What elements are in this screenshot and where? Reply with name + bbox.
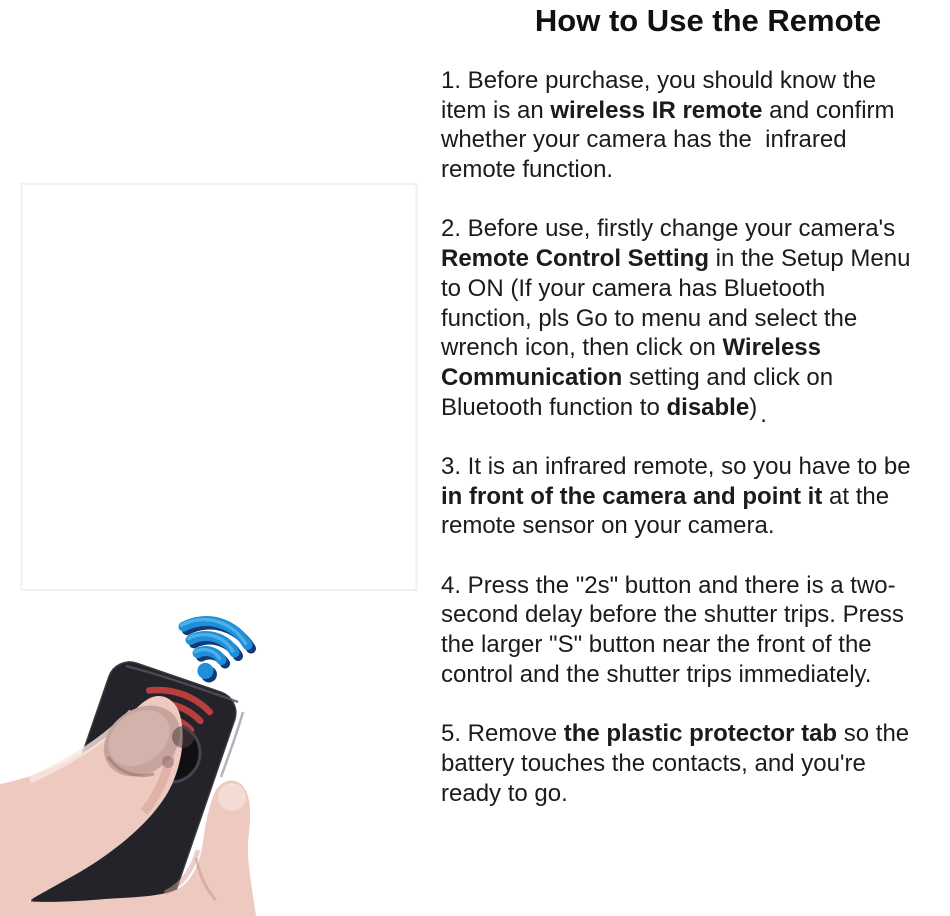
- remote-photo: [0, 0, 440, 916]
- instruction-line: battery touches the contacts, and you're: [441, 749, 866, 777]
- nail-shadow-smudge-2: [162, 756, 174, 768]
- instruction-line: wrench icon, then click on Wireless: [441, 334, 821, 362]
- instruction-line: 3. It is an infrared remote, so you have to be: [441, 452, 911, 480]
- instruction-paragraph: [441, 214, 950, 428]
- instruction-line: in front of the camera and point it at the: [441, 482, 890, 510]
- instruction-line: whether your camera has the infrared: [441, 126, 847, 154]
- instruction-paragraph: [441, 719, 950, 808]
- instruction-line: function, pls Go to menu and select the: [441, 304, 858, 332]
- page-title: How to Use the Remote: [534, 3, 882, 38]
- instruction-line: second delay before the shutter trips. Press: [441, 601, 904, 629]
- instruction-line: 1. Before purchase, you should know the: [441, 67, 876, 94]
- instruction-paragraph: [441, 571, 950, 690]
- nail-shadow-smudge: [172, 726, 194, 748]
- instruction-list: [441, 66, 950, 808]
- instruction-paragraph: [441, 452, 950, 541]
- instruction-line: 4. Press the "2s" button and there is a two-: [441, 571, 896, 599]
- instruction-line: Remote Control Setting in the Setup Menu: [441, 245, 911, 273]
- instruction-line: ready to go.: [441, 779, 568, 807]
- instruction-line: Communication setting and click on: [441, 363, 834, 391]
- instruction-line: 5. Remove the plastic protector tab so the: [441, 720, 910, 748]
- instruction-line: Bluetooth function to disable) .: [441, 393, 767, 428]
- remote-photo-illustration: [0, 0, 440, 916]
- instruction-line: remote sensor on your camera.: [441, 512, 775, 540]
- instruction-line: item is an wireless IR remote and confirm: [441, 96, 895, 124]
- instruction-line: 2. Before use, firstly change your camera's: [441, 215, 896, 243]
- instruction-line: control and the shutter trips immediately.: [441, 660, 872, 688]
- instruction-line: the larger "S" button near the front of the: [441, 631, 872, 659]
- knuckle-highlight: [218, 783, 246, 811]
- instruction-line: remote function.: [441, 156, 614, 184]
- instruction-paragraph: [441, 66, 950, 185]
- photo-frame: [22, 184, 417, 590]
- instruction-panel: [441, 0, 950, 838]
- instruction-line: to ON (If your camera has Bluetooth: [441, 274, 826, 302]
